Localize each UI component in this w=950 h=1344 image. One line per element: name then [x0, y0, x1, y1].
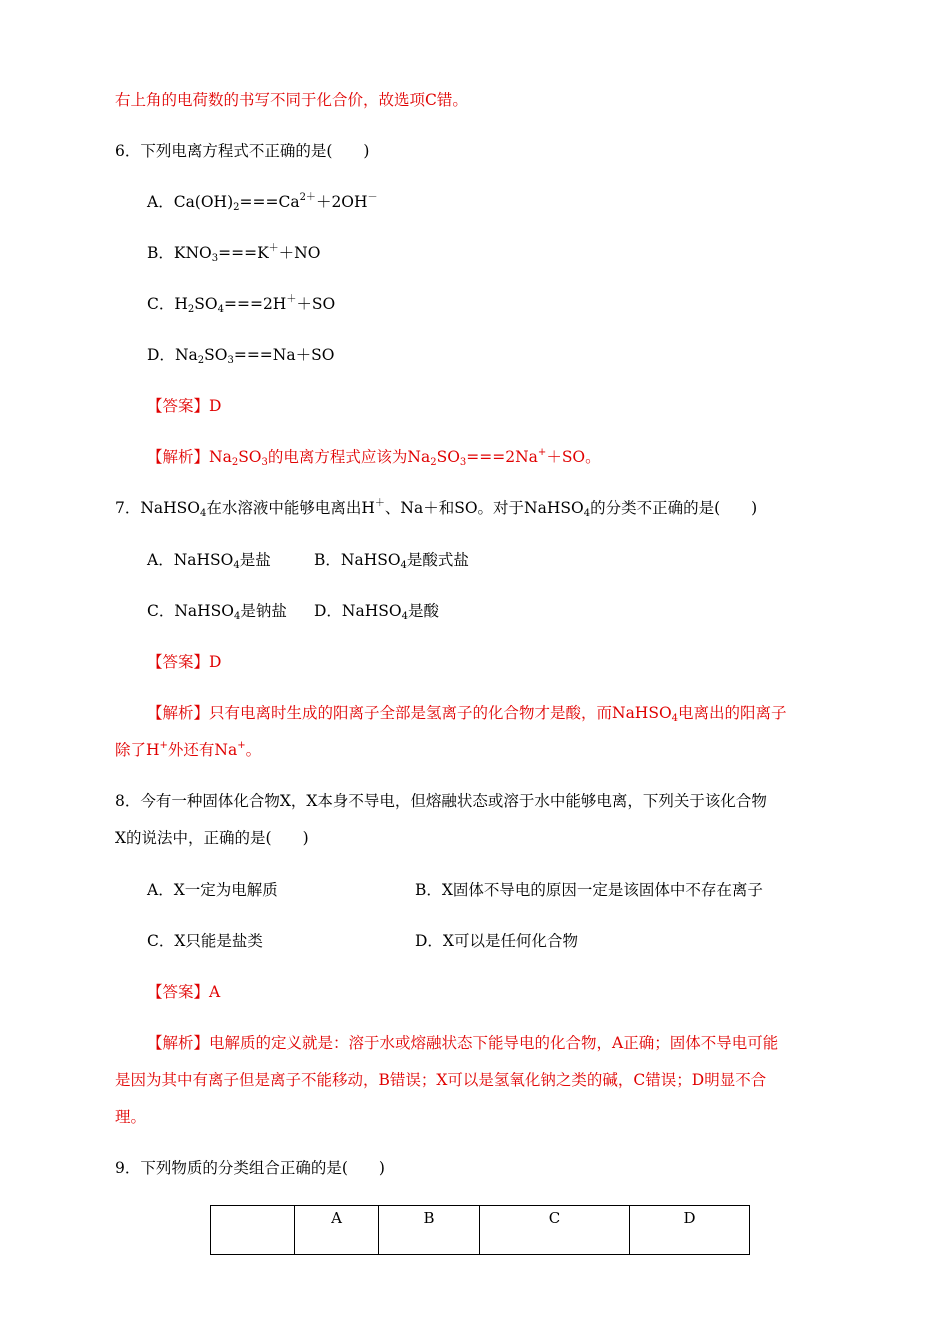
- table-header-b: B: [379, 1206, 480, 1255]
- classification-table: [210, 1205, 750, 1255]
- question-8-option-a: A．X一定为电解质: [147, 881, 278, 899]
- question-8-analysis-line-2: 是因为其中有离子但是离子不能移动，B错误；X可以是氢氧化钠之类的碱，C错误；D明显不合: [115, 1071, 767, 1089]
- question-6-option-a: A．$Ca(OH)_2===Ca^{2+}+2OH^-$: [147, 192, 378, 213]
- question-8-option-c: C．X只能是盐类: [147, 932, 263, 950]
- question-6-answer: 【答案】D: [147, 397, 222, 415]
- table-header-row: [211, 1206, 750, 1255]
- question-6-option-d: D．$Na_2SO_3===Na+SO$: [147, 346, 335, 366]
- question-6-option-b: B．$KNO_3===K^++NO$: [147, 243, 321, 264]
- question-7-option-b: B．NaHSO$_4$是酸式盐: [314, 551, 469, 571]
- question-6-option-c: C．$H_2SO_4===2H^++SO$: [147, 294, 336, 315]
- question-8-stem-line-2: X的说法中，正确的是( ): [115, 829, 309, 847]
- table-header-empty: [211, 1206, 295, 1255]
- table-header-c: C: [480, 1206, 630, 1255]
- question-8-analysis-line-1: 【解析】电解质的定义就是：溶于水或熔融状态下能导电的化合物，A正确；固体不导电可能: [147, 1034, 779, 1052]
- question-8-answer: 【答案】A: [147, 983, 221, 1001]
- question-7-analysis-line-1: 【解析】只有电离时生成的阳离子全部是氢离子的化合物才是酸，而NaHSO$_4$电离出的阳离子: [147, 704, 787, 724]
- table-header-d: D: [630, 1206, 750, 1255]
- question-8-stem-line-1: 8．今有一种固体化合物X，X本身不导电，但熔融状态或溶于水中能够电离，下列关于该化合物: [115, 792, 767, 810]
- question-7-option-c: C．NaHSO$_4$是钠盐: [147, 602, 287, 622]
- question-6-analysis: 【解析】$Na_2SO_3$的电离方程式应该为$Na_2SO_3===2Na^++SO$。: [147, 447, 601, 468]
- previous-analysis-ending: 右上角的电荷数的书写不同于化合价，故选项C错。: [115, 91, 468, 109]
- question-7-analysis-line-2: 除了H+外还有Na+。: [115, 740, 262, 759]
- question-8-option-d: D．X可以是任何化合物: [415, 932, 578, 950]
- question-7-option-a: A．NaHSO$_4$是盐: [147, 551, 271, 571]
- question-7-option-d: D．NaHSO$_4$是酸: [314, 602, 439, 622]
- question-8-analysis-line-3: 理。: [115, 1108, 147, 1126]
- question-6-stem: 6．下列电离方程式不正确的是( ): [115, 142, 370, 160]
- table-header-a: A: [295, 1206, 379, 1255]
- question-7-answer: 【答案】D: [147, 653, 222, 671]
- question-7-stem: 7．NaHSO$_4$在水溶液中能够电离出H＋、Na＋和SO。对于NaHSO$_4$的分类不正确的是( ): [115, 498, 758, 519]
- question-9-stem: 9．下列物质的分类组合正确的是( ): [115, 1159, 385, 1177]
- question-8-option-b: B．X固体不导电的原因一定是该固体中不存在离子: [415, 881, 763, 899]
